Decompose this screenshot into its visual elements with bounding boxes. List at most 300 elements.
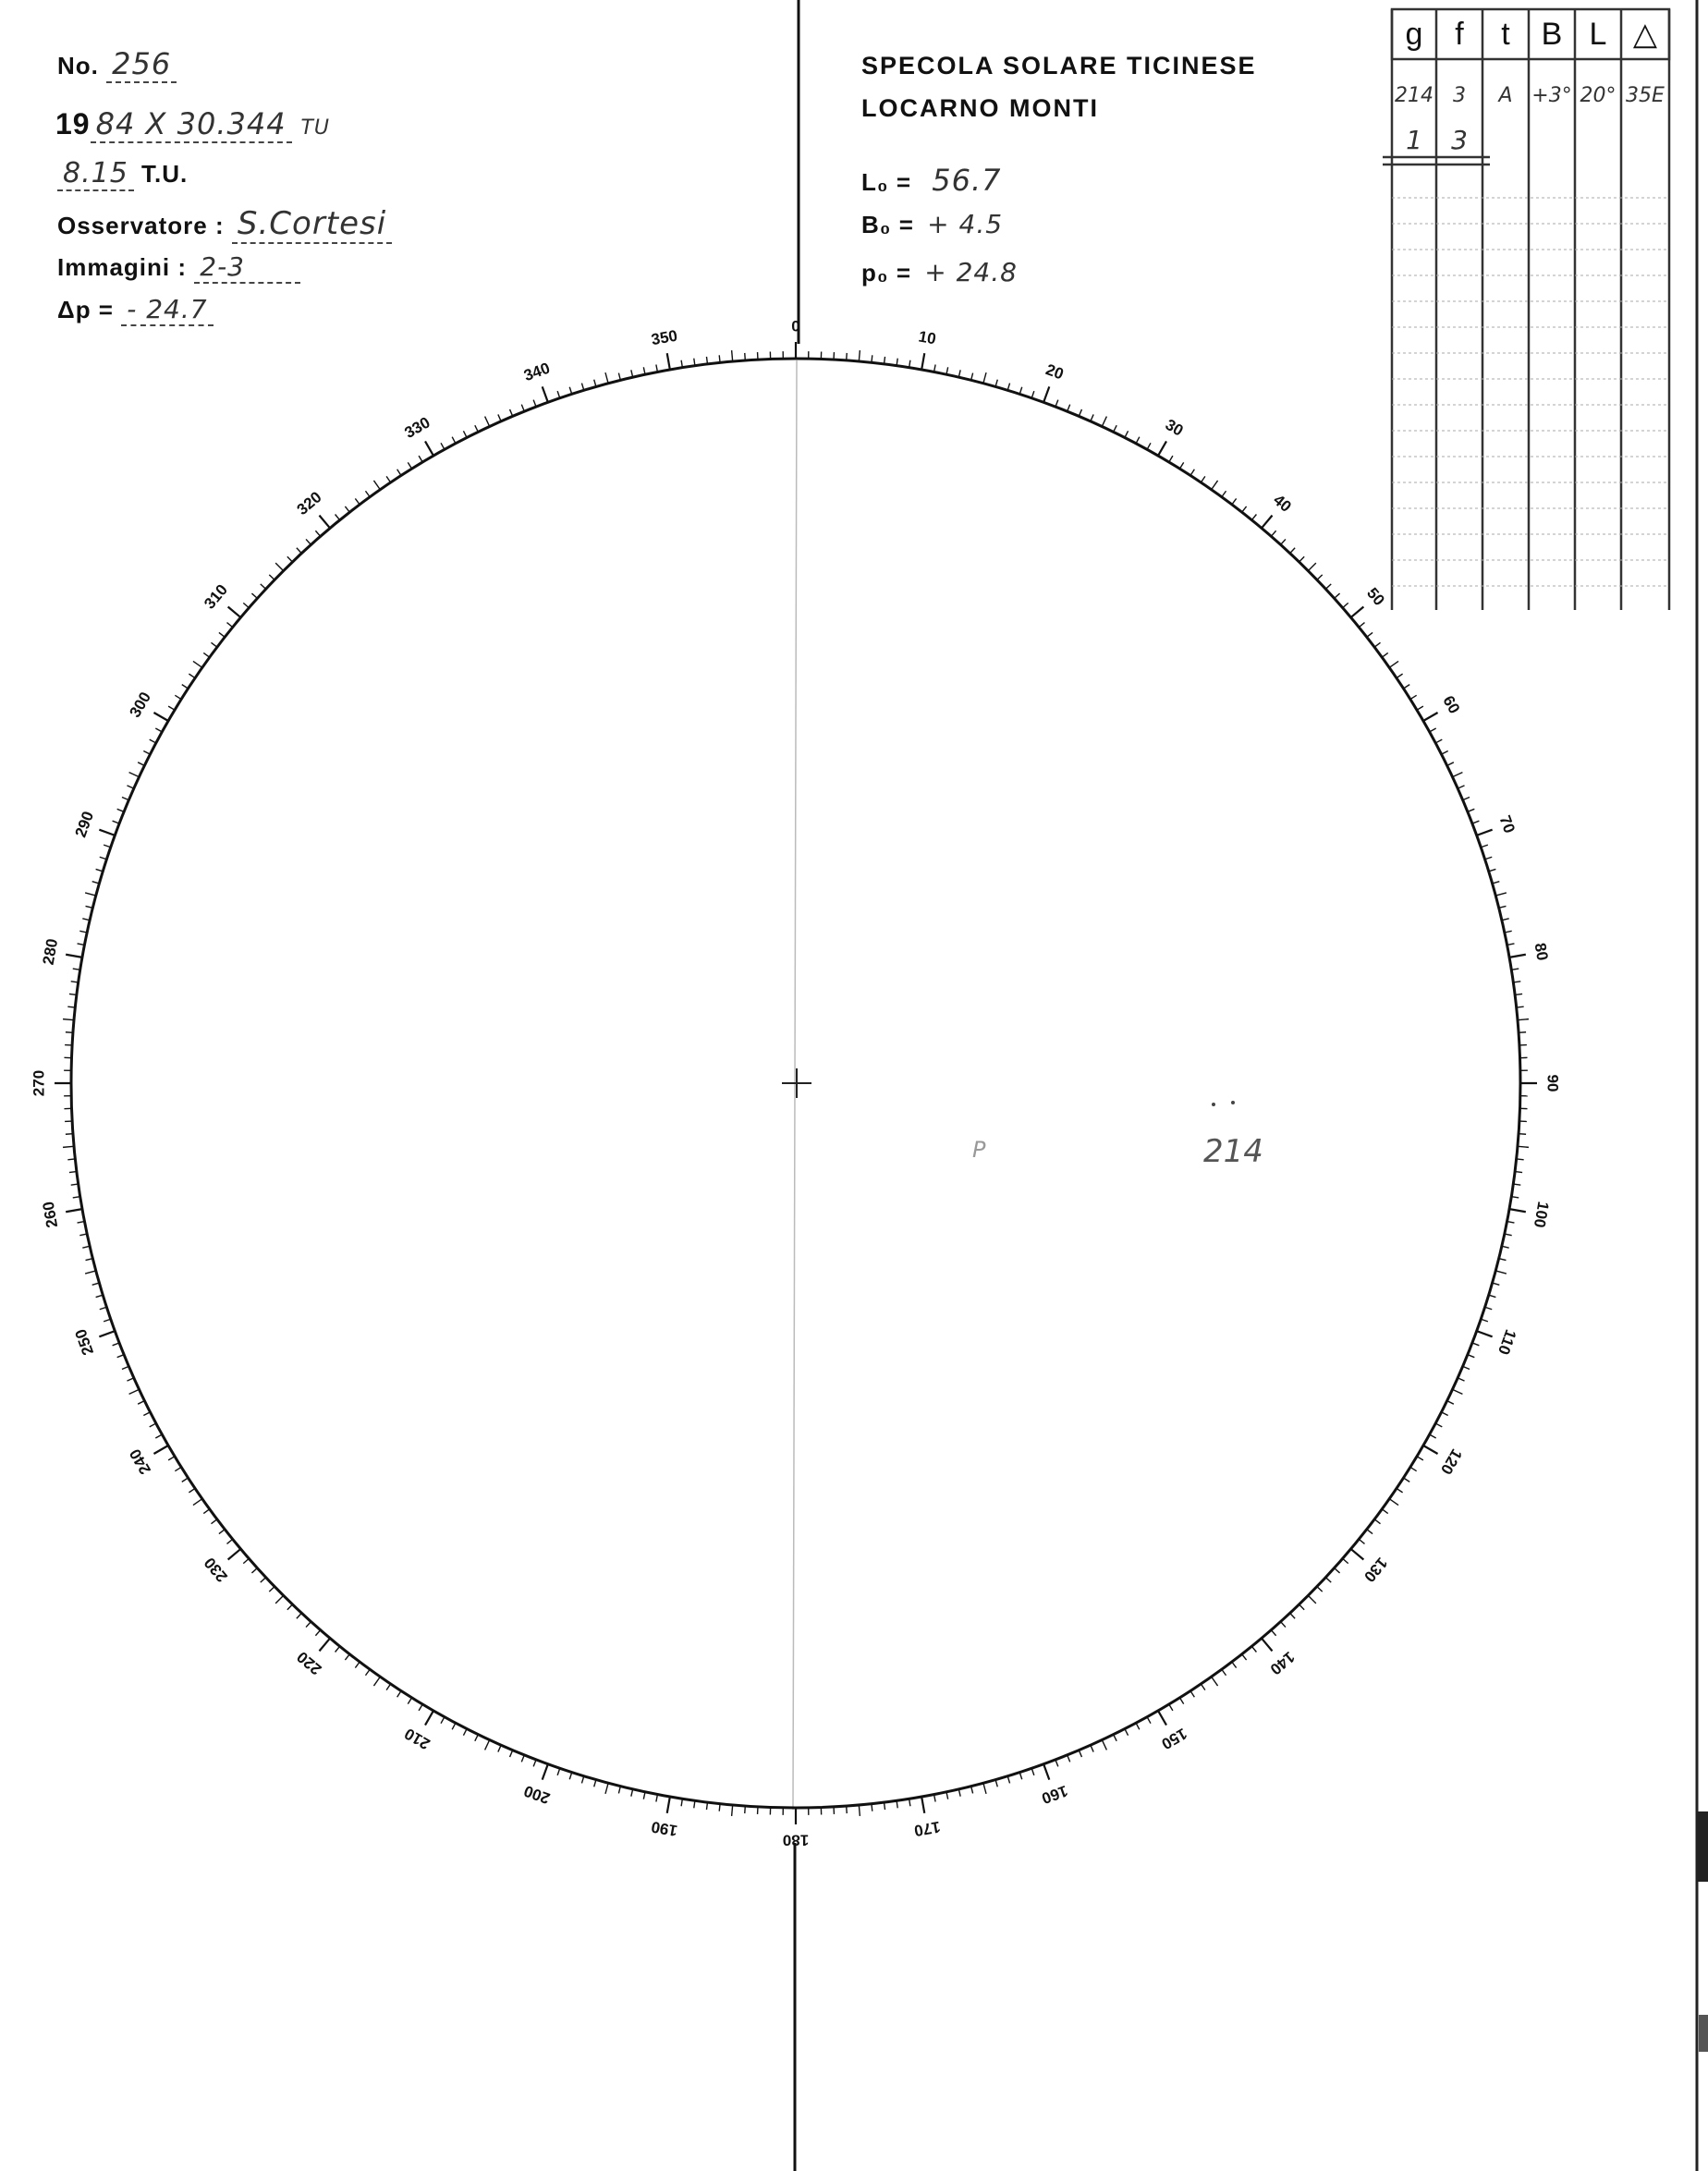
scale-tick — [1102, 1740, 1106, 1750]
scale-tick — [618, 373, 620, 381]
table-header-g: g — [1405, 16, 1423, 52]
scale-tick — [1222, 491, 1226, 496]
scale-tick — [1389, 661, 1398, 667]
scale-tick — [498, 1745, 501, 1751]
cell-g: 214 — [1395, 83, 1434, 107]
sunspot — [1212, 1103, 1215, 1106]
scale-tick — [1232, 498, 1237, 504]
scale-tick — [745, 353, 746, 360]
scale-tick — [297, 548, 301, 554]
scale-tick — [408, 1698, 411, 1704]
scale-tick — [618, 1787, 620, 1794]
scale-tick — [336, 515, 340, 520]
scale-tick — [1299, 1604, 1305, 1610]
scale-tick — [373, 481, 380, 490]
scale-tick — [1458, 1378, 1464, 1381]
scale-tick — [983, 1783, 986, 1794]
images-label: Immagini : — [57, 253, 188, 281]
pole-mark: P — [972, 1137, 986, 1163]
scale-tick — [66, 1209, 82, 1212]
scale-tick — [510, 409, 513, 416]
sheet-number-value: 256 — [106, 46, 177, 83]
date-value: 84 X 30.344 — [91, 106, 292, 143]
scale-tick — [1477, 1331, 1493, 1336]
scale-tick — [85, 1271, 96, 1274]
scale-tick — [182, 1478, 189, 1482]
scale-tick — [1351, 1549, 1364, 1560]
scale-label: 210 — [401, 1724, 433, 1753]
table-header-f: f — [1455, 16, 1464, 52]
scale-tick — [1317, 1587, 1323, 1592]
scale-tick — [1374, 642, 1380, 647]
scale-tick — [884, 357, 885, 364]
scale-tick — [66, 955, 82, 957]
scale-tick — [1222, 1669, 1226, 1675]
scale-tick — [386, 476, 390, 482]
scale-label: 10 — [917, 327, 938, 348]
scale-tick — [533, 400, 536, 407]
scale-tick — [498, 414, 501, 421]
scale-tick — [706, 1802, 707, 1810]
scale-tick — [921, 353, 924, 370]
scale-tick — [99, 1331, 115, 1336]
scale-tick — [1382, 653, 1387, 657]
scale-tick — [1463, 798, 1470, 800]
images-value: 2-3 — [194, 251, 300, 284]
scale-tick — [1509, 955, 1526, 957]
scale-tick — [66, 1032, 73, 1033]
scale-tick — [425, 1711, 433, 1726]
scale-tick — [1299, 556, 1305, 562]
scale-label: 160 — [1039, 1781, 1070, 1808]
L0-label: L₀ = — [861, 168, 912, 196]
scan-edge-mark — [1697, 1811, 1708, 1882]
scale-tick — [1468, 809, 1474, 811]
scale-tick — [1271, 1630, 1275, 1636]
date-prefix: 19 — [55, 107, 91, 140]
scale-tick — [1410, 695, 1417, 699]
scale-tick — [1472, 821, 1479, 823]
scale-tick — [1517, 1159, 1524, 1160]
time-value: 8.15 — [57, 157, 134, 191]
scale-tick — [1079, 409, 1081, 416]
scale-tick — [315, 531, 320, 536]
scale-label: 200 — [521, 1781, 553, 1808]
scale-tick — [1359, 623, 1364, 628]
scale-tick — [1417, 1457, 1423, 1460]
scale-tick — [1410, 1467, 1417, 1470]
scale-tick — [1251, 515, 1256, 520]
scale-tick — [1262, 1639, 1273, 1652]
scale-tick — [1442, 1412, 1448, 1416]
scale-tick — [1147, 1717, 1151, 1724]
p0-label: p₀ = — [861, 259, 912, 287]
observatory-location: LOCARNO MONTI — [861, 94, 1099, 122]
scale-tick — [533, 1760, 536, 1766]
scale-tick — [386, 1684, 390, 1690]
p0-value: + 24.8 — [924, 257, 1018, 287]
scale-tick — [228, 606, 241, 617]
scale-tick — [1442, 750, 1448, 754]
scale-label: 110 — [1494, 1326, 1520, 1358]
scale-tick — [408, 462, 411, 469]
scale-tick — [143, 1412, 150, 1416]
scale-tick — [1374, 1519, 1380, 1524]
scale-tick — [1125, 431, 1128, 437]
scale-tick — [1367, 1530, 1372, 1534]
scale-tick — [485, 1740, 490, 1750]
scale-tick — [1290, 1613, 1295, 1618]
scale-tick — [475, 425, 479, 432]
scale-tick — [1367, 632, 1372, 637]
scale-label: 50 — [1363, 584, 1388, 609]
scale-tick — [1125, 1729, 1128, 1736]
scale-tick — [1290, 548, 1295, 554]
scale-tick — [510, 1750, 513, 1757]
scale-tick — [1091, 1745, 1093, 1751]
scale-tick — [1519, 1134, 1526, 1135]
scale-tick — [1499, 1259, 1507, 1261]
scale-tick — [1317, 575, 1323, 580]
scale-tick — [1430, 728, 1436, 732]
scale-tick — [463, 431, 467, 437]
scale-tick — [117, 809, 124, 811]
scale-tick — [1382, 1509, 1387, 1514]
scale-tick — [129, 773, 140, 777]
scale-tick — [1343, 1558, 1348, 1563]
scale-tick — [1281, 539, 1286, 544]
scale-tick — [1212, 481, 1218, 490]
cell-t: A — [1498, 83, 1513, 107]
scale-tick — [99, 830, 115, 835]
scale-tick — [452, 1723, 456, 1729]
scale-tick — [441, 443, 445, 449]
scale-tick — [365, 491, 370, 496]
scale-tick — [67, 1006, 75, 1007]
scale-tick — [1517, 1006, 1524, 1007]
scale-tick — [1453, 1389, 1463, 1394]
scale-tick — [287, 1604, 293, 1610]
scale-tick — [1201, 476, 1204, 482]
scale-tick — [85, 893, 96, 896]
scale-tick — [1102, 417, 1106, 427]
date-suffix: TU — [300, 116, 330, 140]
scale-tick — [1397, 1488, 1403, 1492]
scale-tick — [543, 1764, 548, 1780]
scale-tick — [117, 1355, 124, 1358]
scale-label: 30 — [1162, 415, 1187, 440]
scale-tick — [319, 516, 330, 529]
scale-tick — [138, 762, 144, 766]
scale-tick — [122, 1366, 128, 1369]
scale-tick — [452, 437, 456, 444]
scale-label: 330 — [401, 413, 433, 443]
scale-tick — [605, 1783, 608, 1794]
scale-tick — [203, 653, 209, 657]
scale-tick — [219, 632, 225, 637]
scale-label: 290 — [71, 809, 98, 840]
scale-tick — [1251, 1646, 1256, 1652]
scale-tick — [275, 563, 283, 570]
scale-tick — [251, 1568, 257, 1573]
scale-tick — [189, 674, 195, 677]
scale-label: 150 — [1158, 1724, 1190, 1753]
scale-tick — [1472, 1343, 1479, 1346]
scale-tick — [345, 1654, 349, 1660]
scale-tick — [150, 1423, 156, 1427]
scale-tick — [1343, 603, 1348, 607]
scale-tick — [859, 1805, 860, 1816]
scale-label: 320 — [293, 488, 325, 518]
scale-tick — [1359, 1539, 1364, 1543]
scale-label: 170 — [912, 1817, 942, 1840]
scale-tick — [122, 798, 128, 800]
scale-tick — [1158, 441, 1166, 456]
scale-tick — [182, 685, 189, 689]
scale-tick — [667, 1797, 670, 1813]
scale-tick — [419, 456, 422, 462]
scale-tick — [847, 1806, 848, 1813]
scale-tick — [1499, 906, 1507, 908]
scale-tick — [1179, 1698, 1183, 1704]
scale-tick — [475, 1735, 479, 1741]
scale-tick — [113, 821, 119, 823]
table-header-t: t — [1501, 16, 1510, 52]
scale-tick — [971, 1787, 973, 1794]
scale-tick — [1308, 1595, 1315, 1603]
scale-tick — [175, 695, 181, 699]
scale-tick — [521, 1755, 524, 1762]
scale-tick — [543, 386, 548, 402]
scale-label: 260 — [39, 1200, 62, 1229]
scale-tick — [211, 642, 216, 647]
scale-tick — [69, 1172, 77, 1173]
scale-tick — [1043, 386, 1049, 402]
scale-tick — [306, 539, 311, 544]
scale-tick — [203, 1509, 209, 1514]
scale-tick — [1447, 1401, 1454, 1405]
scale-tick — [1404, 1478, 1410, 1482]
scale-label: 240 — [126, 1445, 155, 1478]
scale-tick — [373, 1677, 380, 1686]
scale-tick — [86, 906, 93, 908]
scale-tick — [485, 417, 490, 427]
scale-tick — [1463, 1366, 1470, 1369]
B0-value: + 4.5 — [927, 209, 1004, 239]
scale-tick — [219, 1530, 225, 1534]
cell-f: 3 — [1451, 124, 1468, 155]
scale-tick — [1417, 706, 1423, 710]
scale-tick — [1169, 456, 1173, 462]
scale-tick — [1068, 1755, 1070, 1762]
scale-tick — [1136, 1723, 1140, 1729]
B0-label: B₀ = — [861, 211, 914, 238]
scale-tick — [1169, 1704, 1173, 1711]
scale-tick — [155, 728, 162, 732]
scale-tick — [1190, 1691, 1194, 1698]
scale-tick — [66, 1134, 73, 1135]
scale-tick — [143, 750, 150, 754]
table-row — [1392, 78, 1669, 113]
scale-tick — [1242, 506, 1247, 512]
scale-tick — [1515, 1172, 1522, 1173]
scale-tick — [463, 1729, 467, 1736]
scale-tick — [275, 1595, 283, 1603]
scale-tick — [1043, 1764, 1049, 1780]
cell-L: 20° — [1580, 83, 1616, 107]
scale-tick — [155, 1434, 162, 1438]
scale-tick — [1453, 773, 1463, 777]
scale-tick — [732, 350, 733, 361]
scale-tick — [355, 1662, 360, 1667]
scale-tick — [1271, 531, 1275, 536]
scale-tick — [1190, 470, 1194, 476]
scale-label: 40 — [1270, 491, 1295, 516]
scale-tick — [1430, 1434, 1436, 1438]
scale-tick — [719, 1804, 720, 1811]
cell-f: 3 — [1453, 83, 1466, 107]
scale-tick — [419, 1704, 422, 1711]
scale-tick — [859, 350, 860, 361]
scale-label: 220 — [293, 1648, 325, 1678]
scale-tick — [138, 1401, 144, 1405]
observatory-name: SPECOLA SOLARE TICINESE — [861, 52, 1257, 79]
scale-tick — [67, 1159, 75, 1160]
scale-label: 190 — [650, 1817, 679, 1840]
scale-tick — [1281, 1622, 1286, 1628]
scale-tick — [1091, 414, 1093, 421]
scale-tick — [1423, 713, 1438, 721]
scan-edge-mark — [1699, 2015, 1708, 2052]
scale-label: 90 — [1543, 1074, 1562, 1092]
scale-tick — [113, 1343, 119, 1346]
scale-tick — [63, 1146, 74, 1147]
scale-label: 270 — [30, 1069, 48, 1097]
scale-tick — [168, 706, 175, 710]
scale-tick — [706, 357, 707, 364]
scale-tick — [1495, 1271, 1507, 1274]
scale-tick — [1495, 893, 1507, 896]
scale-label: 60 — [1439, 692, 1464, 717]
scale-tick — [1308, 563, 1315, 570]
scale-tick — [193, 661, 202, 667]
scale-tick — [745, 1806, 746, 1813]
scale-tick — [971, 373, 973, 381]
scale-tick — [1435, 1423, 1442, 1427]
scale-tick — [1232, 1662, 1237, 1667]
scale-tick — [193, 1499, 202, 1506]
sheet-number-label: No. — [57, 52, 99, 79]
scale-label: 0 — [791, 317, 800, 335]
scale-tick — [397, 470, 401, 476]
scale-tick — [1136, 437, 1140, 444]
scale-tick — [1055, 400, 1058, 407]
time-unit: T.U. — [141, 160, 189, 188]
scale-label: 130 — [1360, 1554, 1391, 1586]
scale-tick — [1509, 1209, 1526, 1212]
scale-tick — [261, 1578, 266, 1582]
scale-tick — [315, 1630, 320, 1636]
sunspot-group-label: 214 — [1203, 1133, 1263, 1170]
scale-tick — [227, 623, 233, 628]
scale-label: 100 — [1530, 1200, 1553, 1229]
scale-tick — [243, 603, 249, 607]
scale-tick — [983, 372, 986, 384]
scale-tick — [319, 1639, 330, 1652]
scale-tick — [261, 584, 266, 589]
scale-label: 140 — [1266, 1648, 1299, 1678]
table-row — [1392, 120, 1669, 159]
scale-tick — [1335, 1568, 1340, 1573]
scale-tick — [1435, 739, 1442, 743]
scale-tick — [847, 353, 848, 360]
scale-tick — [605, 372, 608, 384]
cell-g: 1 — [1406, 124, 1422, 155]
scale-label: 80 — [1531, 941, 1552, 962]
scale-tick — [441, 1717, 445, 1724]
scale-label: 70 — [1495, 812, 1519, 836]
scale-tick — [1351, 606, 1364, 617]
scale-tick — [189, 1488, 195, 1492]
scale-tick — [1242, 1654, 1247, 1660]
scale-label: 230 — [201, 1554, 231, 1586]
scale-tick — [1397, 674, 1403, 677]
scale-tick — [397, 1691, 401, 1698]
scale-tick — [175, 1467, 181, 1470]
scale-tick — [297, 1613, 301, 1618]
scale-tick — [227, 1539, 233, 1543]
table-header-delta: △ — [1632, 17, 1658, 52]
scale-label: 180 — [782, 1831, 810, 1849]
L0-value: 56.7 — [932, 163, 1002, 198]
scale-tick — [1389, 1499, 1398, 1506]
scale-tick — [306, 1622, 311, 1628]
scale-tick — [1325, 584, 1331, 589]
scale-tick — [1468, 1355, 1474, 1358]
scale-tick — [1519, 1032, 1526, 1033]
delta-p-label: Δp = — [57, 296, 114, 323]
scale-label: 120 — [1436, 1445, 1466, 1478]
scale-tick — [63, 1019, 74, 1020]
scale-tick — [86, 1259, 93, 1261]
scale-tick — [1477, 830, 1493, 835]
table-header-row — [1392, 9, 1669, 59]
scale-tick — [243, 1558, 249, 1563]
sunspot — [1231, 1101, 1235, 1104]
observer-label: Osservatore : — [57, 212, 225, 239]
scale-tick — [667, 353, 670, 370]
scale-tick — [1458, 786, 1464, 788]
scale-tick — [1325, 1578, 1331, 1582]
scale-tick — [228, 1549, 241, 1560]
scale-tick — [719, 355, 720, 362]
cell-delta: 35E — [1626, 83, 1665, 107]
scale-label: 300 — [126, 689, 155, 721]
scale-tick — [1262, 516, 1273, 529]
scale-tick — [1201, 1684, 1204, 1690]
scale-tick — [1158, 1711, 1166, 1726]
scale-label: 20 — [1043, 360, 1067, 384]
scale-tick — [884, 1802, 885, 1810]
table-header-B: B — [1541, 16, 1563, 52]
scale-tick — [269, 1587, 274, 1592]
cell-B: +3° — [1531, 83, 1572, 107]
scale-label: 350 — [650, 326, 679, 349]
scale-tick — [168, 1457, 175, 1460]
scale-tick — [129, 1389, 140, 1394]
scale-tick — [1212, 1677, 1218, 1686]
scale-tick — [1147, 443, 1151, 449]
